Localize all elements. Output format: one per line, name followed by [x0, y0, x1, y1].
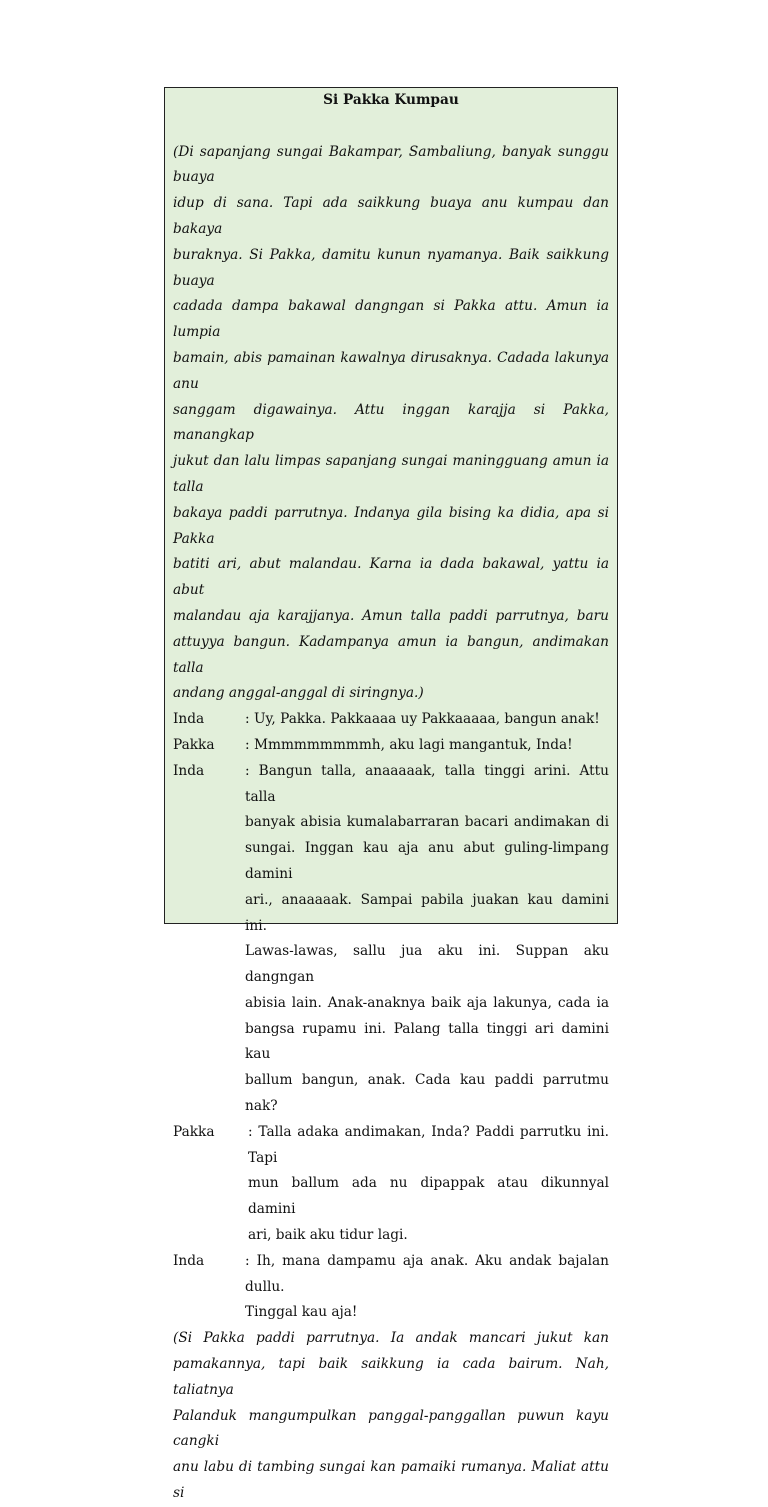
text-line: bamain, abis pamainan kawalnya dirusaknya. Cadada lakunya anu — [173, 349, 609, 392]
text-line: sungai. Inggan kau aja anu abut guling-limpang damini — [245, 840, 609, 882]
intro-narration — [173, 140, 609, 708]
text-line: ari., anaaaaak. Sampai pabila juakan kau damini ini. — [245, 891, 609, 934]
text-line: Palanduk mangumpulkan panggal-panggallan puwun kayu cangki — [173, 1407, 609, 1450]
text-line: bangsa rupamu ini. Palang talla tinggi ari damini kau — [245, 1020, 609, 1063]
dialogue-entry — [173, 759, 609, 1120]
dialogue-entry — [173, 1120, 609, 1249]
text-line: ari, baik aku tidur lagi. — [248, 1227, 408, 1244]
document-title: Si Pakka Kumpau — [323, 92, 459, 108]
text-line: idup di sana. Tapi ada saikkung buaya anu kumpau dan bakaya — [173, 195, 609, 237]
text-line: Tinggal kau aja! — [245, 1304, 358, 1321]
speech-text — [245, 707, 609, 733]
speech-text — [245, 733, 609, 759]
text-line: pamakannya, tapi baik saikkung ia cada bairum. Nah, taliatnya — [173, 1356, 609, 1398]
text-line: ballum bangun, anak. Cada kau paddi parrutmu nak? — [245, 1072, 609, 1115]
speaker-name: Pakka — [173, 1123, 215, 1140]
text-line: abisia lain. Anak-anaknya baik aja lakunya, cada ia — [245, 994, 609, 1011]
text-line: : Bangun talla, anaaaaak, talla tinggi arini. Attu talla — [245, 762, 609, 805]
blank-line — [173, 114, 609, 140]
text-line: andang anggal-anggal di siringnya.) — [173, 685, 424, 702]
dialogue-entry — [173, 1249, 609, 1326]
text-line: : Mmmmmmmmmh, aku lagi mangantuk, Inda! — [245, 736, 573, 753]
text-line: cadada dampa bakawal dangngan si Pakka attu. Amun ia lumpia — [173, 298, 609, 341]
outro-narration — [173, 1326, 609, 1507]
text-line: (Si Pakka paddi parrutnya. Ia andak mancari jukut kan — [173, 1330, 609, 1347]
dialogue-entry — [173, 707, 609, 733]
text-line: anu labu di tambing sungai kan pamaiki rumanya. Maliat attu si — [173, 1459, 609, 1502]
document-box — [164, 87, 618, 1502]
text-line: sanggam digawainya. Attu inggan karajja si Pakka, manangkap — [173, 401, 609, 444]
text-line: : Talla adaka andimakan, Inda? Paddi parrutku ini. Tapi — [248, 1123, 609, 1166]
text-line: banyak abisia kumalabarraran bacari andimakan di — [245, 814, 609, 831]
speaker-name: Inda — [173, 1252, 205, 1269]
text-line: bakaya paddi parrutnya. Indanya gila bising ka didia, apa si Pakka — [173, 504, 609, 547]
text-line: : Uy, Pakka. Pakkaaaa uy Pakkaaaaa, bangun anak! — [245, 711, 600, 728]
text-line: jukut dan lalu limpas sapanjang sungai maningguang amun ia talla — [173, 453, 609, 495]
text-line: batiti ari, abut malandau. Karna ia dada bakawal, yattu ia abut — [173, 556, 609, 599]
text-line: malandau aja karajjanya. Amun talla paddi parrutnya, baru — [173, 607, 609, 624]
speech-text — [245, 759, 609, 1120]
speaker-name: Pakka — [173, 736, 215, 753]
speaker-name: Inda — [173, 711, 205, 728]
dialogue-entry — [173, 733, 609, 759]
text-line: attuyya bangun. Kadampanya amun ia bangun, andimakan talla — [173, 633, 609, 676]
text-line: (Di sapanjang sungai Bakampar, Sambaliung, banyak sunggu buaya — [173, 143, 609, 186]
speech-text — [245, 1120, 609, 1249]
dialogue-section — [173, 707, 609, 1326]
speaker-name: Inda — [173, 762, 205, 779]
text-line: Lawas-lawas, sallu jua aku ini. Suppan aku dangngan — [245, 943, 609, 986]
speech-text — [245, 1249, 609, 1326]
text-line: buraknya. Si Pakka, damitu kunun nyamanya. Baik saikkung buaya — [173, 246, 609, 289]
text-line: mun ballum ada nu dipappak atau dikunnyal damini — [248, 1175, 609, 1218]
text-line: : Ih, mana dampamu aja anak. Aku andak bajalan dullu. — [245, 1252, 609, 1295]
